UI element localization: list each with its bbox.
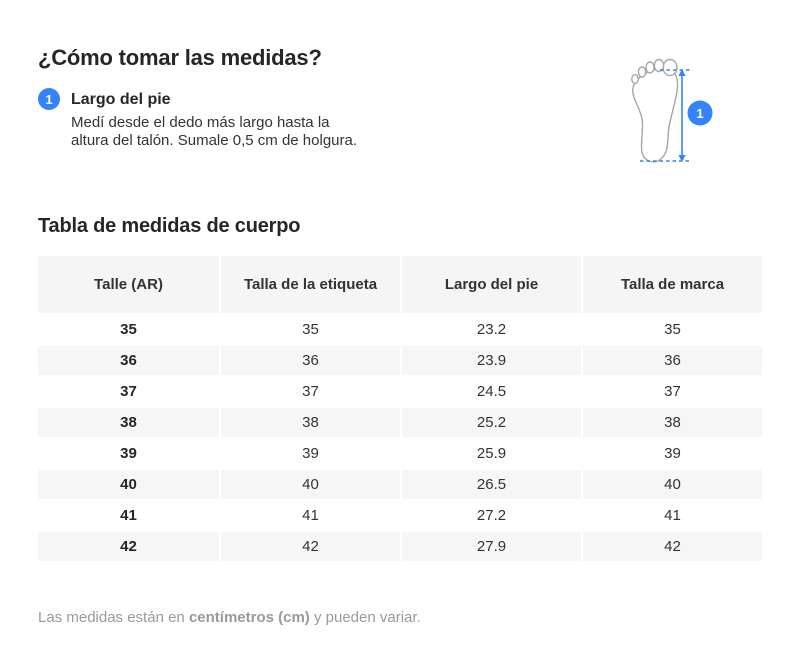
value-cell: 39 [219,437,400,468]
value-cell: 42 [581,530,762,561]
column-header-largo-pie: Largo del pie [400,256,581,313]
value-cell: 27.2 [400,499,581,530]
foot-sole-outline [633,68,678,162]
value-cell: 25.2 [400,406,581,437]
instruction-label: Largo del pie [71,91,171,108]
footer-note-prefix: Las medidas están en [38,609,189,626]
table-row [38,375,762,406]
value-cell: 39 [581,437,762,468]
value-cell: 27.9 [400,530,581,561]
foot-measurement-diagram [616,58,720,172]
value-cell: 25.9 [400,437,581,468]
table-row [38,313,762,344]
instruction-description [71,114,357,150]
value-cell: 38 [581,406,762,437]
value-cell: 40 [219,468,400,499]
page-title: ¿Cómo tomar las medidas? [38,44,322,70]
value-cell: 38 [219,406,400,437]
value-cell: 37 [581,375,762,406]
value-cell: 23.2 [400,313,581,344]
measurement-instruction [38,88,357,150]
column-header-talla-marca: Talla de marca [581,256,762,313]
value-cell: 26.5 [400,468,581,499]
size-cell: 42 [38,530,219,561]
size-cell: 37 [38,375,219,406]
value-cell: 36 [219,344,400,375]
value-cell: 35 [581,313,762,344]
size-cell: 38 [38,406,219,437]
table-row [38,437,762,468]
toe-4 [638,67,645,77]
size-cell: 41 [38,499,219,530]
table-row [38,468,762,499]
instruction-description-line2: altura del talón. Sumale 0,5 cm de holgura. [71,132,358,149]
foot-diagram-icon [616,58,720,172]
value-cell: 36 [581,344,762,375]
size-cell: 35 [38,313,219,344]
value-cell: 37 [219,375,400,406]
table-header-row [38,256,762,313]
column-header-talle-ar: Talle (AR) [38,256,219,313]
table-row [38,499,762,530]
footer-note-suffix: y pueden variar. [309,609,421,626]
value-cell: 23.9 [400,344,581,375]
size-cell: 36 [38,344,219,375]
table-row [38,344,762,375]
figure-step-number: 1 [696,106,704,121]
size-table [38,256,762,561]
footer-note-unit: centímetros (cm) [188,609,310,626]
value-cell: 40 [581,468,762,499]
value-cell: 41 [581,499,762,530]
instruction-text [71,88,357,150]
instruction-description-line1: Medí desde el dedo más largo hasta la [71,114,330,131]
table-row [38,530,762,561]
value-cell: 41 [219,499,400,530]
column-header-talla-etiqueta: Talla de la etiqueta [219,256,400,313]
size-cell: 40 [38,468,219,499]
value-cell: 42 [219,530,400,561]
size-table-body [38,313,762,561]
size-cell: 39 [38,437,219,468]
value-cell: 24.5 [400,375,581,406]
arrowhead-top [678,69,685,76]
step-number-badge: 1 [38,88,60,110]
value-cell: 35 [219,313,400,344]
toe-3 [646,62,654,73]
section-title: Tabla de medidas de cuerpo [38,214,301,237]
toe-5 [632,75,638,84]
footer-note [38,609,421,626]
big-toe [663,60,677,76]
table-row [38,406,762,437]
